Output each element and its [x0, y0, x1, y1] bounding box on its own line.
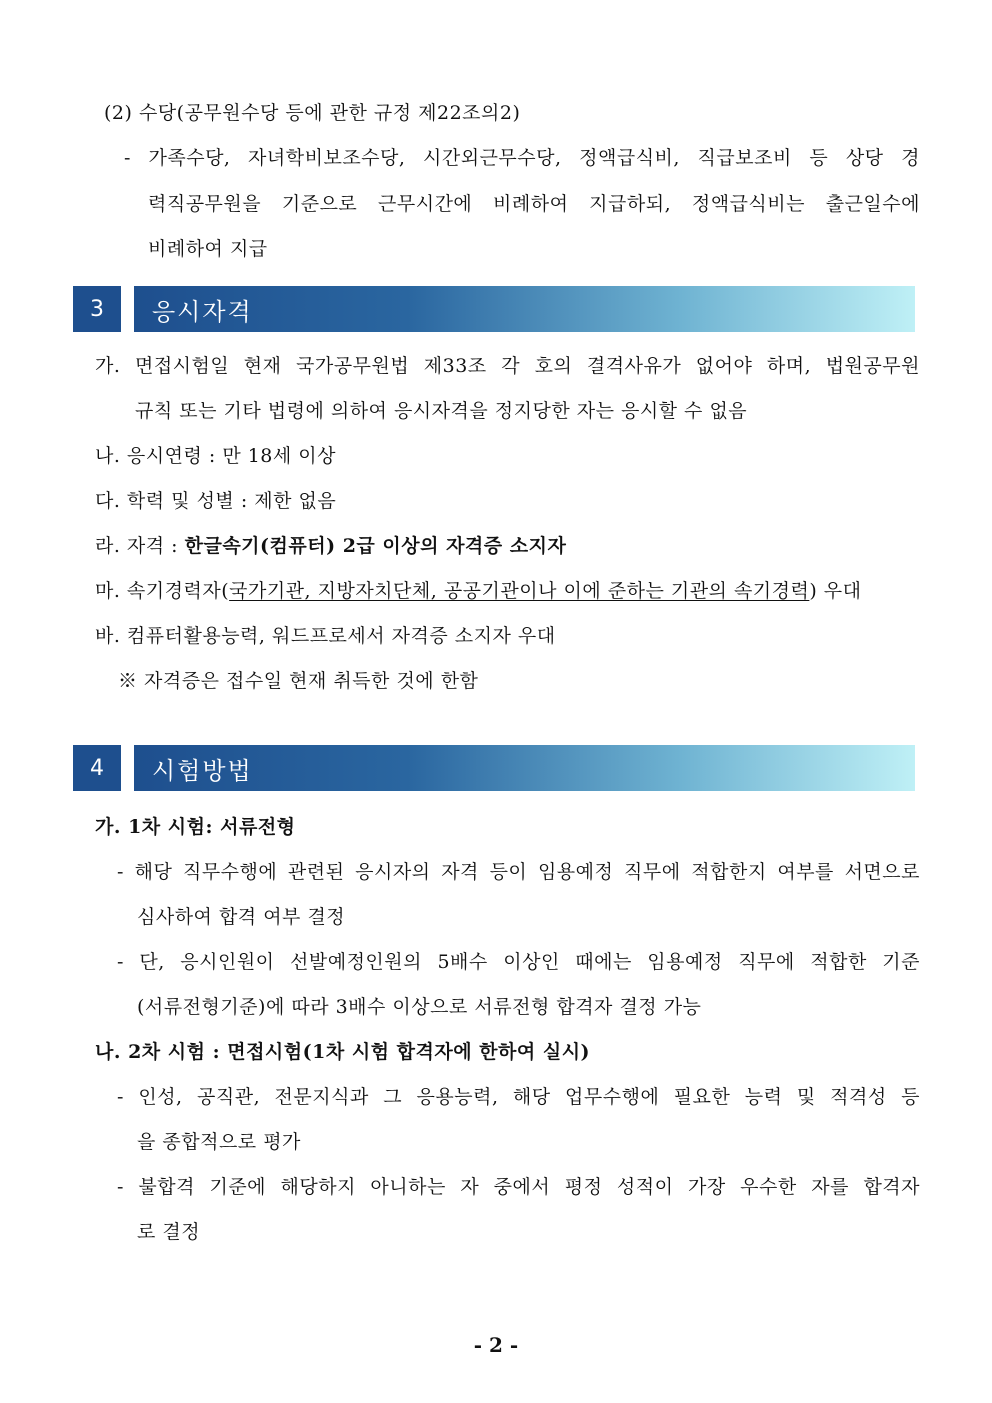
exam-na-item-2-line-2: 로 결정 [137, 1221, 201, 1243]
eligibility-ra [95, 534, 566, 558]
allowance-line-1: - 가족수당, 자녀학비보조수당, 시간외근무수당, 정액급식비, 직급보조비 등 상당 경 [124, 147, 920, 169]
section-3-number: 3 [73, 286, 121, 332]
eligibility-ra-requirement: 한글속기(컴퓨터) 2급 이상의 자격증 소지자 [184, 535, 567, 557]
exam-na-item-1-line-2: 을 종합적으로 평가 [137, 1131, 301, 1153]
section-4-number: 4 [73, 745, 121, 791]
section-4-title: 시험방법 [134, 745, 915, 791]
allowance-line-2: 력직공무원을 기준으로 근무시간에 비례하여 지급하되, 정액급식비는 출근일수에 [148, 193, 920, 215]
allowance-heading: (2) 수당(공무원수당 등에 관한 규정 제22조의2) [104, 102, 521, 124]
exam-ga-item-2-line-2: (서류전형기준)에 따라 3배수 이상으로 서류전형 합격자 결정 가능 [137, 996, 702, 1018]
allowance-line-3: 비례하여 지급 [148, 238, 268, 260]
exam-ga-item-2-line-1: - 단, 응시인원이 선발예정인원의 5배수 이상인 때에는 임용예정 직무에 적합한 기준 [117, 951, 920, 973]
exam-ga-heading: 가. 1차 시험: 서류전형 [95, 816, 296, 838]
exam-na-item-2-line-1: - 불합격 기준에 해당하지 아니하는 자 중에서 평정 성적이 가장 우수한 자를 합격자 [117, 1176, 920, 1198]
eligibility-ga-line-2: 규칙 또는 기타 법령에 의하여 응시자격을 정지당한 자는 응시할 수 없음 [135, 400, 748, 422]
eligibility-da: 다. 학력 및 성별 : 제한 없음 [95, 490, 337, 512]
eligibility-ga-line-1: 가. 면접시험일 현재 국가공무원법 제33조 각 호의 결격사유가 없어야 하며, 법원공무원 [95, 355, 920, 377]
eligibility-ma-suffix: ) 우대 [809, 580, 862, 602]
eligibility-ra-label: 라. 자격 : [95, 535, 185, 557]
page-number: - 2 - [473, 1333, 519, 1357]
exam-ga-item-1-line-1: - 해당 직무수행에 관련된 응시자의 자격 등이 임용예정 직무에 적합한지 여부를 서면으로 [117, 861, 920, 883]
eligibility-ma-underlined: 국가기관, 지방자치단체, 공공기관이나 이에 준하는 기관의 속기경력 [229, 580, 810, 602]
eligibility-ma [95, 579, 862, 603]
exam-na-heading: 나. 2차 시험 : 면접시험(1차 시험 합격자에 한하여 실시) [95, 1041, 591, 1063]
section-3-title: 응시자격 [134, 286, 915, 332]
eligibility-ba: 바. 컴퓨터활용능력, 워드프로세서 자격증 소지자 우대 [95, 625, 556, 647]
eligibility-note: ※ 자격증은 접수일 현재 취득한 것에 한함 [118, 670, 479, 692]
eligibility-na: 나. 응시연령 : 만 18세 이상 [95, 445, 337, 467]
eligibility-ma-label: 마. 속기경력자( [95, 580, 230, 602]
exam-ga-item-1-line-2: 심사하여 합격 여부 결정 [137, 906, 346, 928]
exam-na-item-1-line-1: - 인성, 공직관, 전문지식과 그 응용능력, 해당 업무수행에 필요한 능력 및 적격성 등 [117, 1086, 920, 1108]
